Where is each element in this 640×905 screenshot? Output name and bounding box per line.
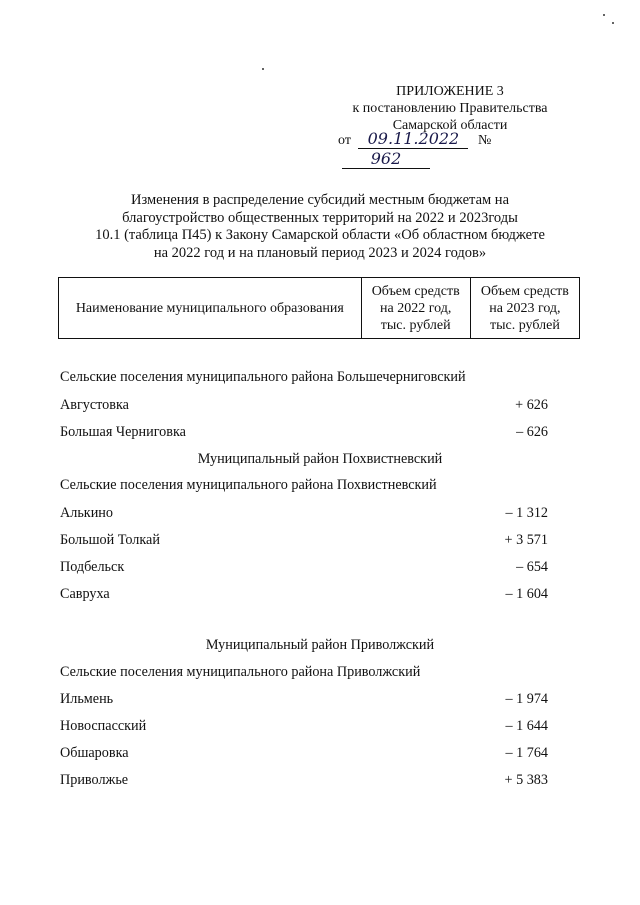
heading-line-3: 10.1 (таблица П45) к Закону Самарской области «Об областном бюджете xyxy=(95,227,545,243)
section-title xyxy=(60,662,580,682)
from-label: от xyxy=(338,133,351,148)
municipality-name: Савруха xyxy=(60,586,110,602)
col3-line-3: тыс. рублей xyxy=(489,317,560,333)
col2-line-1: Объем средств xyxy=(371,283,460,299)
table-row xyxy=(60,395,548,415)
table-row xyxy=(60,689,548,709)
appendix-line-2: к постановлению Правительства xyxy=(352,101,548,116)
appendix-title: ПРИЛОЖЕНИЕ 3 xyxy=(396,84,504,99)
heading-line-2: благоустройство общественных территорий на 2022 и 2023годы xyxy=(122,209,518,226)
amount-2022: – 654 xyxy=(516,559,548,575)
col2-line-3: тыс. рублей xyxy=(380,317,451,333)
district-title: Муниципальный район Приволжский xyxy=(205,637,435,653)
amount-2022: + 626 xyxy=(515,397,548,413)
scan-speck xyxy=(603,14,605,16)
section-title-text: Сельские поселения муниципального района Большечерниговский xyxy=(60,369,466,385)
table-header xyxy=(58,277,580,339)
municipality-name: Большой Толкай xyxy=(60,532,160,548)
scan-speck xyxy=(262,68,264,70)
table-row xyxy=(60,503,548,523)
column-header-name: Наименование муниципального образования xyxy=(59,278,362,339)
amount-2022: – 1 312 xyxy=(505,505,548,521)
column-header-2023 xyxy=(470,278,579,339)
handwritten-date: 09.11.2022 xyxy=(358,129,468,149)
table-row xyxy=(60,584,548,604)
amount-2022: – 1 764 xyxy=(505,745,548,761)
municipality-name: Большая Черниговка xyxy=(60,424,186,440)
municipality-name: Ильмень xyxy=(60,691,114,707)
document-heading xyxy=(40,192,600,262)
table-row xyxy=(60,557,548,577)
table-row xyxy=(60,530,548,550)
section-title xyxy=(60,475,580,495)
district-title: Муниципальный район Похвистневский xyxy=(197,451,443,467)
appendix-line-3: Самарской области xyxy=(392,118,508,133)
amount-2022: – 1 604 xyxy=(505,586,548,602)
municipality-name: Подбельск xyxy=(60,559,125,575)
section-title xyxy=(60,367,580,387)
table-row xyxy=(60,716,548,736)
column-header-2022 xyxy=(361,278,470,339)
scan-speck xyxy=(612,22,614,24)
handwritten-number: 962 xyxy=(342,149,430,169)
col2-line-2: на 2022 год, xyxy=(380,300,452,316)
municipality-name: Приволжье xyxy=(60,772,129,788)
municipality-name: Алькино xyxy=(60,505,113,521)
municipality-name: Августовка xyxy=(60,397,129,413)
amount-2022: + 3 571 xyxy=(504,532,548,548)
number-label: № xyxy=(477,133,492,148)
signature-date-line xyxy=(338,129,573,168)
section-title-text: Сельские поселения муниципального района Приволжский xyxy=(60,664,421,680)
table-row xyxy=(60,422,548,442)
amount-2022: – 1 644 xyxy=(505,718,548,734)
municipality-name: Обшаровка xyxy=(60,745,129,761)
amount-2022: – 626 xyxy=(516,424,548,440)
section-title-text: Сельские поселения муниципального района Похвистневский xyxy=(60,477,437,493)
amount-2022: – 1 974 xyxy=(505,691,548,707)
col3-line-2: на 2023 год, xyxy=(489,300,561,316)
col3-line-1: Объем средств xyxy=(480,283,569,299)
heading-line-4: на 2022 год и на плановый период 2023 и 2024 годов» xyxy=(153,244,487,261)
municipality-name: Новоспасский xyxy=(60,718,147,734)
heading-line-1: Изменения в распределение субсидий местным бюджетам на xyxy=(130,192,510,208)
table-row xyxy=(60,743,548,763)
table-row xyxy=(60,770,548,790)
amount-2022: + 5 383 xyxy=(504,772,548,788)
